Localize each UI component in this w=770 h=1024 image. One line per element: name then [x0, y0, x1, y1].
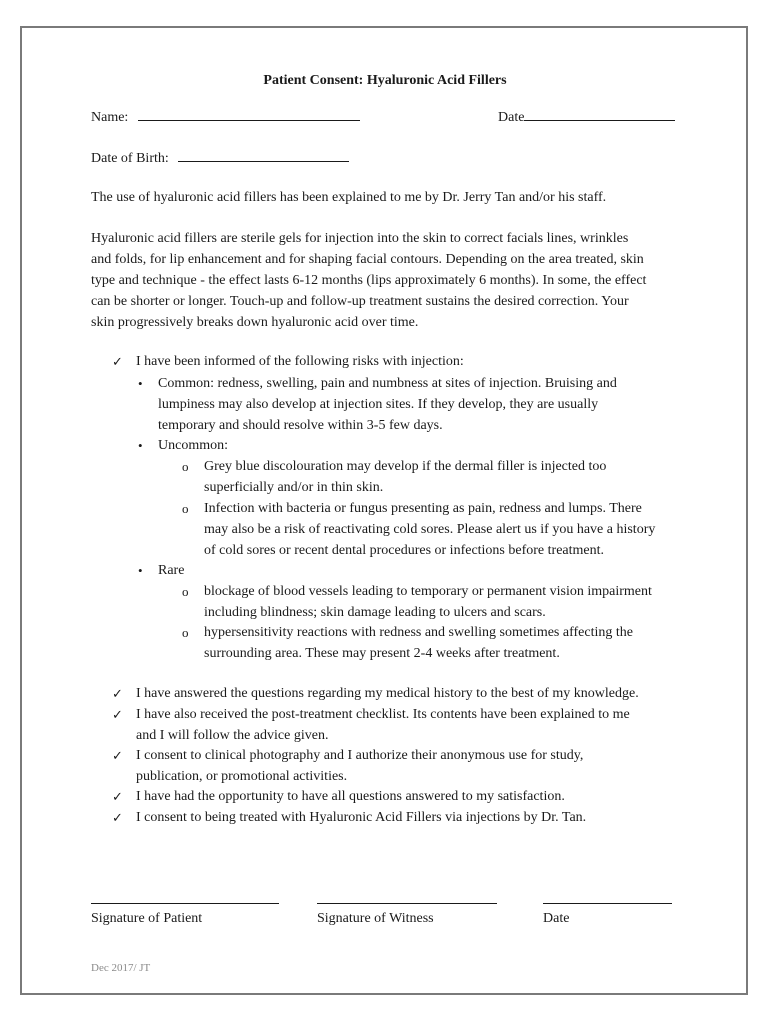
- text-line: and I will follow the advice given.: [136, 728, 329, 743]
- text-line: Infection with bacteria or fungus presenting as pain, redness and lumps. There: [204, 501, 642, 516]
- patient-signature-label: Signature of Patient: [91, 911, 203, 926]
- check-icon: ✓: [112, 707, 123, 722]
- risk-rare-label: Rare: [158, 563, 185, 578]
- risk-rare-item: [204, 622, 633, 664]
- risk-uncommon-label: Uncommon:: [158, 438, 228, 453]
- witness-signature-label: Signature of Witness: [317, 911, 434, 926]
- risks-heading: I have been informed of the following risks with injection:: [136, 354, 464, 369]
- circle-bullet-icon: o: [182, 584, 189, 599]
- text-line: I consent to being treated with Hyaluronic Acid Fillers via injections by Dr. Tan.: [136, 810, 587, 825]
- risk-uncommon-item: [204, 498, 655, 561]
- text-line: and folds, for lip enhancement and for shaping facial contours. Depending on the area treated, skin: [91, 252, 644, 267]
- name-input-line[interactable]: [138, 105, 360, 121]
- text-line: including blindness; skin damage leading to ulcers and scars.: [204, 605, 546, 620]
- intro-paragraph: The use of hyaluronic acid fillers has been explained to me by Dr. Jerry Tan and/or his staff.: [91, 190, 607, 205]
- bullet-icon: •: [138, 438, 143, 453]
- acknowledgement-item: [136, 786, 565, 807]
- text-line: publication, or promotional activities.: [136, 769, 348, 784]
- document-footer: Dec 2017/ JT: [91, 962, 151, 974]
- document-title: Patient Consent: Hyaluronic Acid Fillers: [263, 73, 507, 88]
- text-line: of cold sores or recent dental procedures or infections before treatment.: [204, 543, 604, 558]
- acknowledgement-item: [136, 683, 639, 704]
- date-input-line[interactable]: [524, 105, 675, 121]
- text-line: superficially and/or in thin skin.: [204, 480, 384, 495]
- dob-input-line[interactable]: [178, 146, 349, 162]
- circle-bullet-icon: o: [182, 459, 189, 474]
- date-field: [498, 105, 675, 128]
- text-line: may also be a risk of reactivating cold sores. Please alert us if you have a history: [204, 522, 656, 537]
- text-line: I consent to clinical photography and I authorize their anonymous use for study,: [136, 748, 584, 763]
- acknowledgement-item: [136, 745, 583, 787]
- name-label: Name:: [91, 110, 129, 125]
- text-line: I have answered the questions regarding my medical history to the best of my knowledge.: [136, 686, 639, 701]
- check-icon: ✓: [112, 789, 123, 804]
- risk-rare-item: [204, 581, 652, 623]
- name-field: [91, 105, 360, 128]
- text-line: type and technique - the effect lasts 6-12 months (lips approximately 6 months). In some, the effect: [91, 273, 647, 288]
- text-line: skin progressively breaks down hyaluronic acid over time.: [91, 315, 419, 330]
- text-line: Hyaluronic acid fillers are sterile gels for injection into the skin to correct facials lines, wrinkles: [91, 231, 629, 246]
- text-line: I have had the opportunity to have all questions answered to my satisfaction.: [136, 789, 565, 804]
- check-icon: ✓: [112, 810, 123, 825]
- text-line: hypersensitivity reactions with redness and swelling sometimes affecting the: [204, 625, 633, 640]
- text-line: surrounding area. These may present 2-4 weeks after treatment.: [204, 646, 560, 661]
- circle-bullet-icon: o: [182, 501, 189, 516]
- patient-signature-line[interactable]: [91, 903, 279, 904]
- risk-common: [158, 373, 617, 436]
- description-paragraph: [91, 228, 691, 333]
- text-line: temporary and should resolve within 3-5 few days.: [158, 418, 443, 433]
- text-line: I have also received the post-treatment checklist. Its contents have been explained to me: [136, 707, 630, 722]
- witness-signature-line[interactable]: [317, 903, 497, 904]
- circle-bullet-icon: o: [182, 625, 189, 640]
- text-line: Grey blue discolouration may develop if the dermal filler is injected too: [204, 459, 607, 474]
- dob-field: [91, 146, 349, 169]
- signature-date-label: Date: [543, 911, 570, 926]
- text-line: blockage of blood vessels leading to temporary or permanent vision impairment: [204, 584, 652, 599]
- check-icon: ✓: [112, 686, 123, 701]
- text-line: Common: redness, swelling, pain and numbness at sites of injection. Bruising and: [158, 376, 617, 391]
- text-line: can be shorter or longer. Touch-up and follow-up treatment sustains the desired correction. Your: [91, 294, 629, 309]
- bullet-icon: •: [138, 376, 143, 391]
- check-icon: ✓: [112, 354, 123, 369]
- dob-label: Date of Birth:: [91, 151, 169, 166]
- text-line: lumpiness may also develop at injection sites. If they develop, they are usually: [158, 397, 599, 412]
- signature-date-line[interactable]: [543, 903, 672, 904]
- bullet-icon: •: [138, 563, 143, 578]
- risk-uncommon-item: [204, 456, 606, 498]
- acknowledgement-item: [136, 807, 586, 828]
- check-icon: ✓: [112, 748, 123, 763]
- date-label: Date: [498, 110, 525, 125]
- acknowledgement-item: [136, 704, 630, 746]
